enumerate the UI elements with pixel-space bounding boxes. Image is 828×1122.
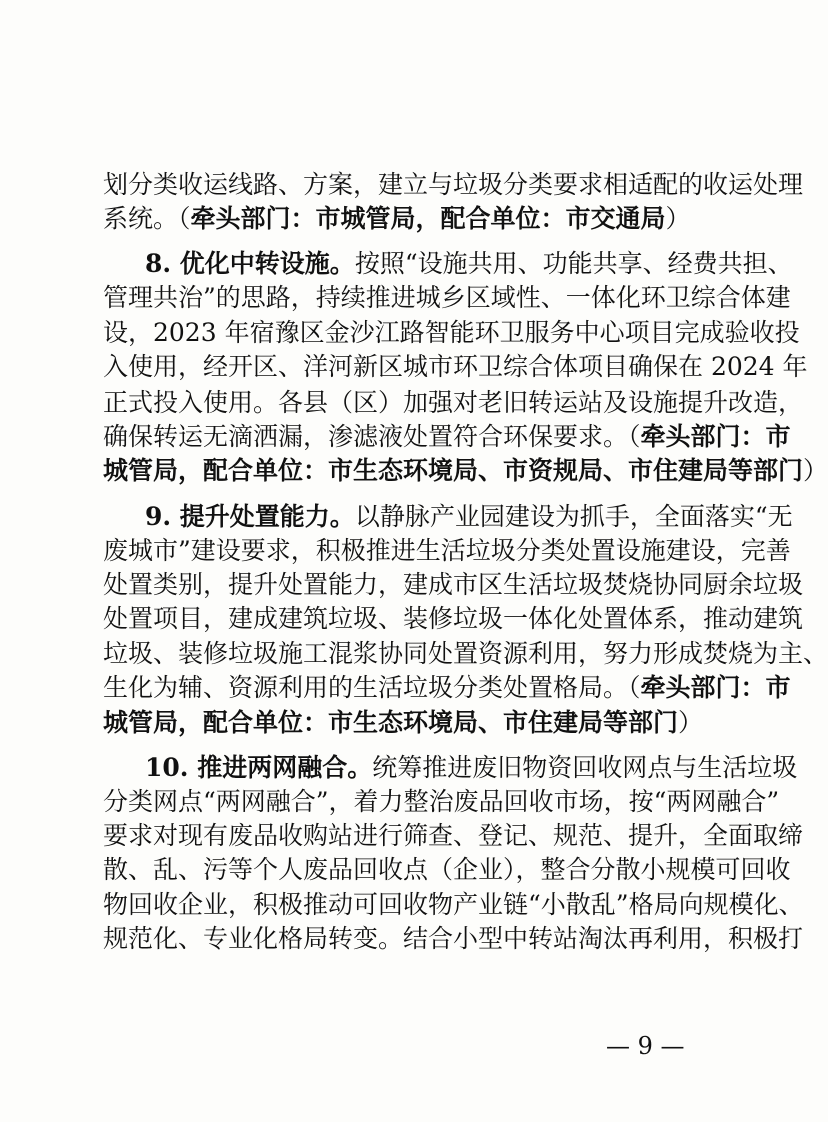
text-line — [0, 454, 828, 488]
bold-text-segment: 10. 推进两网融合。 — [145, 753, 373, 782]
bold-text-segment: 9. 提升处置能力。 — [145, 502, 355, 531]
bold-text-segment: 8. 优化中转设施。 — [145, 249, 355, 278]
text-segment: ） — [678, 708, 704, 737]
bold-text-segment: 牵头部门：市 — [640, 673, 791, 702]
text-line — [0, 671, 793, 705]
text-line — [0, 706, 793, 740]
text-segment: 处置项目，建成建筑垃圾、装修垃圾一体化处置体系，推动建筑 — [103, 604, 804, 633]
text-segment: 划分类收运线路、方案，建立与垃圾分类要求相适配的收运处理 — [103, 170, 804, 199]
text-line — [0, 534, 793, 568]
text-segment: 管理共治”的思路，持续推进城乡区域性、一体化环卫综合体建 — [103, 283, 791, 312]
text-line — [0, 922, 804, 956]
text-segment: ） — [665, 204, 691, 233]
text-line — [0, 202, 793, 236]
text-segment: 入使用，经开区、洋河新区城市环卫综合体项目确保在 2024 年 — [103, 352, 808, 381]
text-segment: 生化为辅、资源利用的生活垃圾分类处置格局。（ — [103, 673, 641, 702]
text-segment: ） — [803, 456, 828, 485]
text-line — [0, 168, 804, 202]
bold-text-segment: 牵头部门：市 — [640, 422, 791, 451]
text-segment: 确保转运无滴洒漏，渗滤液处置符合环保要求。（ — [103, 422, 641, 451]
text-segment: 废城市”建设要求，积极推进生活垃圾分类处置设施建设，完善 — [103, 536, 791, 565]
text-line — [0, 350, 808, 384]
text-line — [0, 420, 793, 454]
text-line — [0, 602, 804, 636]
text-segment: 物回收企业，积极推动可回收物产业链“小散乱”格局向规模化、 — [103, 890, 804, 919]
text-line — [0, 568, 804, 602]
text-line — [0, 316, 800, 350]
text-segment: 处置类别，提升处置能力，建成市区生活垃圾焚烧协同厨余垃圾 — [103, 570, 804, 599]
text-segment: 统筹推进废旧物资回收网点与生活垃圾 — [372, 753, 798, 782]
text-segment: 要求对现有废品收购站进行筛查、登记、规范、提升，全面取缔 — [103, 821, 804, 850]
text-line — [0, 853, 793, 887]
text-line — [0, 386, 804, 420]
page-number: — 9 — — [606, 1032, 685, 1060]
text-line — [0, 637, 828, 671]
text-line — [0, 281, 793, 315]
text-segment: 系统。（ — [103, 204, 191, 233]
text-line — [0, 888, 804, 922]
text-segment: 设，2023 年宿豫区金沙江路智能环卫服务中心项目完成验收投 — [103, 318, 800, 347]
text-segment: 规范化、专业化格局转变。结合小型中转站淘汰再利用，积极打 — [103, 924, 804, 953]
text-segment: 按照“设施共用、功能共享、经费共担、 — [354, 249, 793, 278]
text-segment: 散、乱、污等个人废品回收点（企业），整合分散小规模可回收 — [103, 855, 791, 884]
text-segment: 分类网点“两网融合”，着力整治废品回收市场，按“两网融合” — [103, 787, 780, 816]
bold-text-segment: 城管局，配合单位：市生态环境局、市住建局等部门 — [103, 708, 679, 737]
text-segment: 正式投入使用。各县（区）加强对老旧转运站及设施提升改造， — [103, 388, 804, 417]
text-line — [0, 247, 793, 281]
text-segment: 以静脉产业园建设为抓手，全面落实“无 — [354, 502, 793, 531]
text-line — [0, 785, 793, 819]
text-segment: 垃圾、装修垃圾施工混浆协同处置资源利用，努力形成焚烧为主、 — [103, 639, 828, 668]
text-line — [0, 819, 804, 853]
bold-text-segment: 城管局，配合单位：市生态环境局、市资规局、市住建局等部门 — [103, 456, 804, 485]
text-line — [0, 751, 798, 785]
bold-text-segment: 牵头部门：市城管局，配合单位：市交通局 — [190, 204, 666, 233]
text-line — [0, 500, 793, 534]
